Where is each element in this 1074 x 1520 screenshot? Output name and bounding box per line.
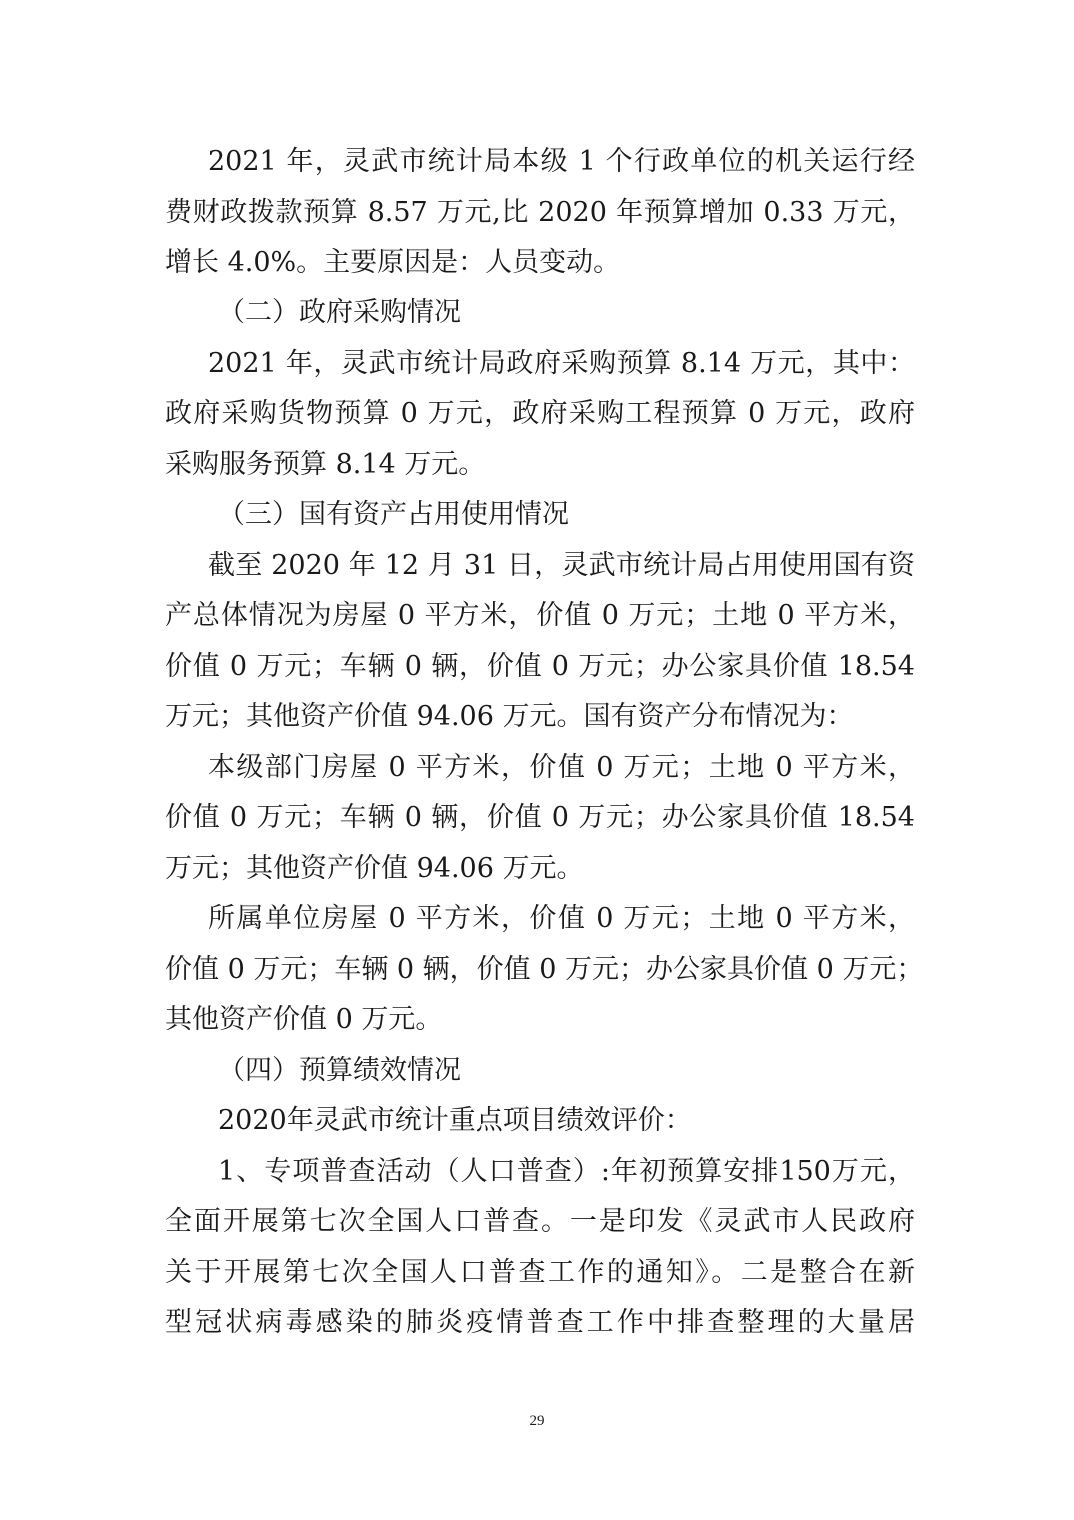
paragraph-procurement-line-3: 采购服务预算 8.14 万元。: [165, 449, 486, 480]
paragraph-census-line-1: 1、专项普查活动（人口普查）:年初预算安排150万元，: [218, 1156, 915, 1187]
paragraph-subordinate-units-line-2: 价值 0 万元；车辆 0 辆，价值 0 万元；办公家具价值 0 万元；: [165, 954, 924, 985]
paragraph-assets-line-4: 万元；其他资产价值 94.06 万元。国有资产分布情况为：: [165, 701, 854, 732]
paragraph-performance-intro: 2020年灵武市统计重点项目绩效评价：: [218, 1105, 692, 1136]
paragraph-assets-line-2: 产总体情况为房屋 0 平方米，价值 0 万元；土地 0 平方米，: [165, 600, 915, 631]
paragraph-operating-funds-line-1: 2021 年，灵武市统计局本级 1 个行政单位的机关运行经: [208, 146, 915, 177]
paragraph-subordinate-units-line-3: 其他资产价值 0 万元。: [165, 1004, 443, 1035]
paragraph-census-line-2: 全面开展第七次全国人口普查。一是印发《灵武市人民政府: [165, 1206, 915, 1237]
paragraph-assets-line-3: 价值 0 万元；车辆 0 辆，价值 0 万元；办公家具价值 18.54: [165, 651, 915, 682]
paragraph-operating-funds-line-2: 费财政拨款预算 8.57 万元,比 2020 年预算增加 0.33 万元，: [165, 197, 915, 228]
section-heading-budget-performance: （四）预算绩效情况: [218, 1055, 461, 1086]
paragraph-own-department-line-2: 价值 0 万元；车辆 0 辆，价值 0 万元；办公家具价值 18.54: [165, 802, 915, 833]
paragraph-operating-funds-line-3: 增长 4.0%。主要原因是：人员变动。: [165, 247, 621, 278]
paragraph-subordinate-units-line-1: 所属单位房屋 0 平方米，价值 0 万元；土地 0 平方米，: [208, 903, 915, 934]
section-heading-government-procurement: （二）政府采购情况: [218, 297, 461, 328]
page-number: 29: [529, 1413, 545, 1429]
paragraph-own-department-line-3: 万元；其他资产价值 94.06 万元。: [165, 853, 584, 884]
paragraph-procurement-line-2: 政府采购货物预算 0 万元，政府采购工程预算 0 万元，政府: [165, 398, 915, 429]
paragraph-own-department-line-1: 本级部门房屋 0 平方米，价值 0 万元；土地 0 平方米，: [208, 752, 915, 783]
paragraph-census-line-4: 型冠状病毒感染的肺炎疫情普查工作中排查整理的大量居: [165, 1307, 915, 1338]
paragraph-assets-line-1: 截至 2020 年 12 月 31 日，灵武市统计局占用使用国有资: [208, 550, 915, 581]
paragraph-procurement-line-1: 2021 年，灵武市统计局政府采购预算 8.14 万元，其中：: [208, 348, 915, 379]
paragraph-census-line-3: 关于开展第七次全国人口普查工作的通知》。二是整合在新: [165, 1257, 915, 1288]
section-heading-state-assets: （三）国有资产占用使用情况: [218, 499, 569, 530]
